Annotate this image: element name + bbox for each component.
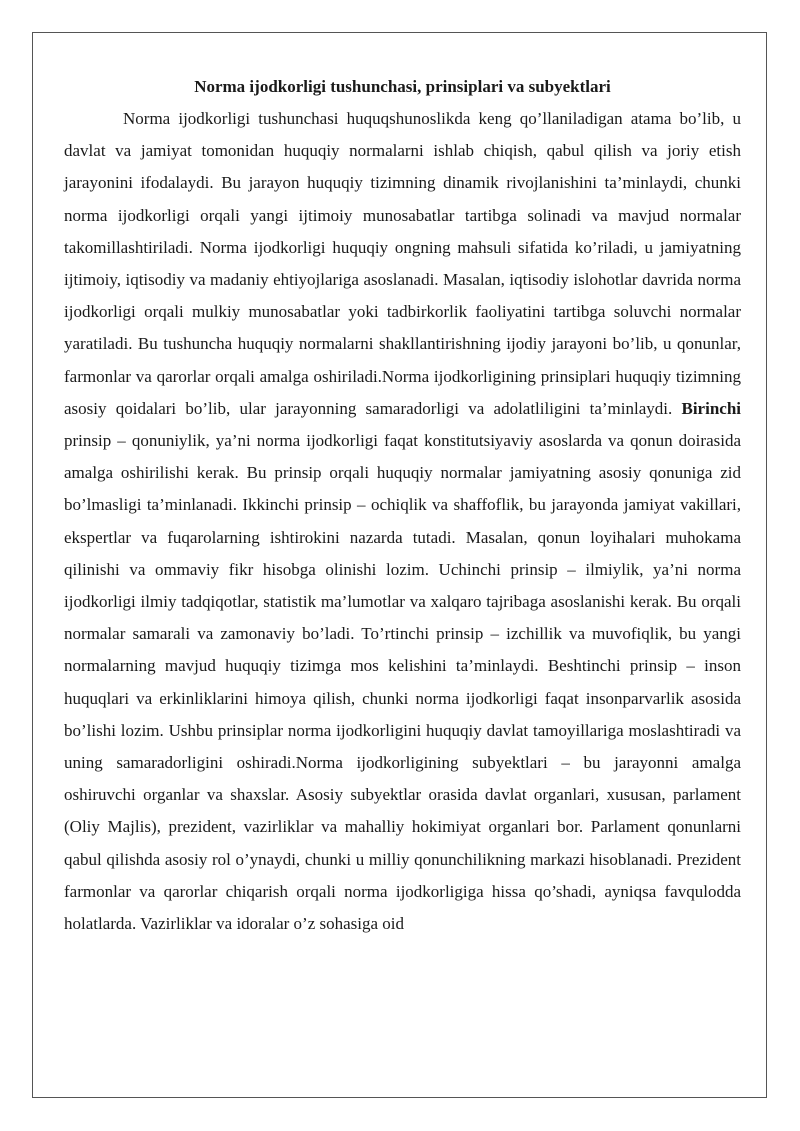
body-paragraph (64, 103, 741, 940)
bold-word: Birinchi (681, 398, 741, 418)
document-title: Norma ijodkorligi tushunchasi, prinsiplari va subyektlari (194, 77, 611, 96)
document-content (64, 70, 741, 940)
body-text-part2: prinsip – qonuniylik, ya’ni norma ijodkorligi faqat konstitutsiyaviy asoslarda va qonun doirasida amalga oshirilishi kerak. Bu prinsip orqali huquqiy normalar jamiyatning asosiy qonuniga zid bo’lmasligi ta’minlanadi. Ikkinchi prinsip – ochiqlik va shaffoflik, bu jarayonda jamiyat vakillari, ekspertlar va fuqarolarning ishtirokini nazarda tutadi. Masalan, qonun loyihalari muhokama qilinishi va ommaviy fikr hisobga olinishi lozim. Uchinchi prinsip – ilmiylik, ya’ni norma ijodkorligi ilmiy tadqiqotlar, statistik ma’lumotlar va xalqaro tajribaga asoslanishi kerak. Bu orqali normalar samarali va zamonaviy bo’ladi. To’rtinchi prinsip – izchillik va muvofiqlik, bu yangi normalarning mavjud huquqiy tizimga mos kelishini ta’minlaydi. Beshtinchi prinsip – inson huquqlari va erkinliklarini himoya qilish, chunki norma ijodkorligi faqat insonparvarlik asosida bo’lishi lozim. Ushbu prinsiplar norma ijodkorligini huquqiy davlat tamoyillariga moslashtiradi va uning samaradorligini oshiradi.Norma ijodkorligining subyektlari – bu jarayonni amalga oshiruvchi organlar va shaxslar. Asosiy subyektlar orasida davlat organlari, xususan, parlament (Oliy Majlis), prezident, vazirliklar va mahalliy hokimiyat organlari bor. Parlament qonunlarni qabul qilishda asosiy rol o’ynaydi, chunki u milliy qonunchilikning markazi hisoblanadi. Prezident farmonlar va qarorlar chiqarish orqali norma ijodkorligiga hissa qo’shadi, ayniqsa favqulodda holatlarda. Vazirliklar va idoralar o’z sohasiga oid (64, 431, 741, 934)
body-text-part1: Norma ijodkorligi tushunchasi huquqshunoslikda keng qo’llaniladigan atama bo’lib, u davlat va jamiyat tomonidan huquqiy normalarni ishlab chiqish, qabul qilish va joriy etish jarayonini ifodalaydi. Bu jarayon huquqiy tizimning dinamik rivojlanishini ta’minlaydi, chunki norma ijodkorligi orqali yangi ijtimoiy munosabatlar tartibga solinadi va mavjud normalar takomillashtiriladi. Norma ijodkorligi huquqiy ongning mahsuli sifatida ko’riladi, u jamiyatning ijtimoiy, iqtisodiy va madaniy ehtiyojlariga asoslanadi. Masalan, iqtisodiy islohotlar davrida norma ijodkorligi orqali mulkiy munosabatlar yoki tadbirkorlik faoliyatini tartibga soluvchi normalar yaratiladi. Bu tushuncha huquqiy normalarni shakllantirishning ijodiy jarayoni bo’lib, u qonunlar, farmonlar va qarorlar orqali amalga oshiriladi.Norma ijodkorligining prinsiplari huquqiy tizimning asosiy qoidalari bo’lib, ular jarayonning samaradorligi va adolatliligini ta’minlaydi. (64, 109, 741, 418)
